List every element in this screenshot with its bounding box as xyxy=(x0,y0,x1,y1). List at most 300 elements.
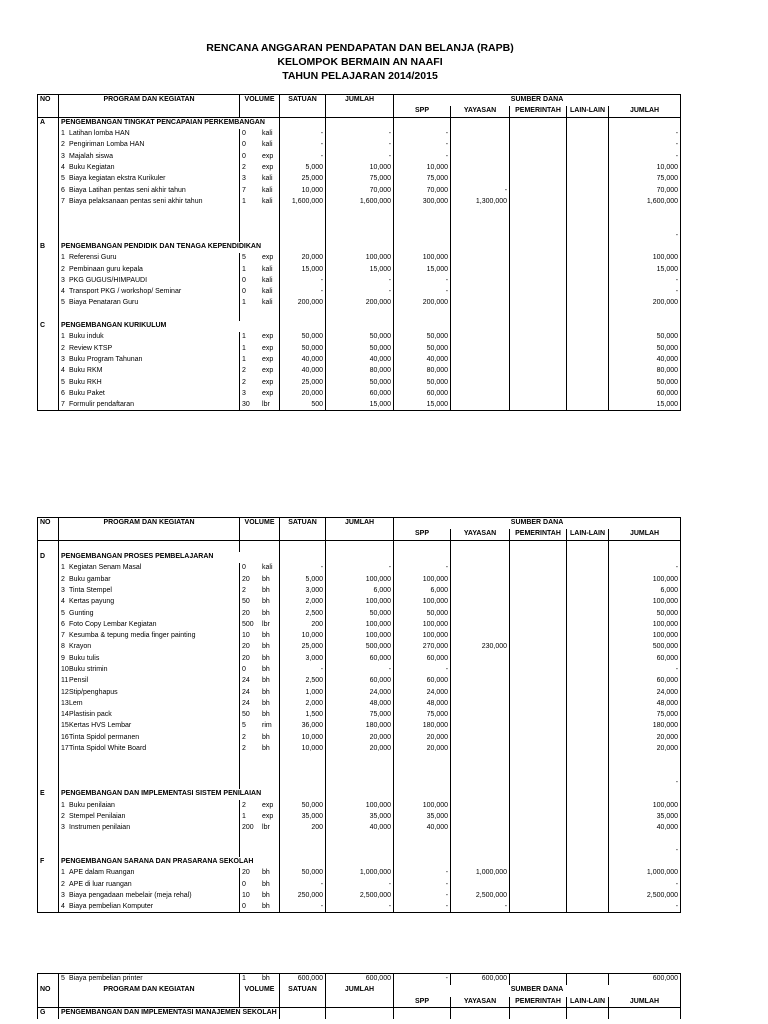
item-pemerintah xyxy=(510,264,567,275)
item-satuan: 50,000 xyxy=(280,343,326,354)
col-header-jumlah-total: JUMLAH xyxy=(609,106,681,117)
item-number: 5 xyxy=(59,174,67,185)
item-yayasan: - xyxy=(451,185,510,196)
col-header-volume: VOLUME xyxy=(240,518,280,529)
item-name xyxy=(67,219,240,230)
cell xyxy=(38,845,59,856)
cell xyxy=(59,529,240,540)
item-unit: bh xyxy=(260,664,280,675)
item-satuan: - xyxy=(280,140,326,151)
item-number: 2 xyxy=(59,879,67,890)
table-row xyxy=(38,128,681,139)
item-jumlah-total: 15,000 xyxy=(609,264,681,275)
item-number: 17 xyxy=(59,743,67,754)
item-number: 6 xyxy=(59,185,67,196)
item-number: 15 xyxy=(59,721,67,732)
item-volume: 1 xyxy=(240,264,260,275)
table-row xyxy=(38,721,681,732)
item-satuan: 10,000 xyxy=(280,185,326,196)
cell xyxy=(280,529,326,540)
item-unit: kali xyxy=(260,264,280,275)
item-unit: exp xyxy=(260,151,280,162)
item-spp: - xyxy=(394,879,451,890)
section-title: PENGEMBANGAN PROSES PEMBELAJARAN xyxy=(59,551,240,562)
item-jumlah xyxy=(326,755,394,766)
item-unit: bh xyxy=(260,687,280,698)
item-pemerintah xyxy=(510,619,567,630)
item-pemerintah xyxy=(510,151,567,162)
item-spp: 60,000 xyxy=(394,676,451,687)
item-unit: exp xyxy=(260,388,280,399)
header-row xyxy=(38,529,681,540)
item-name: Gunting xyxy=(67,608,240,619)
item-lain-lain xyxy=(567,800,609,811)
item-lain-lain xyxy=(567,400,609,411)
item-satuan xyxy=(280,219,326,230)
item-jumlah: 15,000 xyxy=(326,400,394,411)
cell xyxy=(38,743,59,754)
item-satuan: 200,000 xyxy=(280,298,326,309)
item-jumlah xyxy=(326,207,394,218)
item-lain-lain xyxy=(567,264,609,275)
item-jumlah-total: 1,000,000 xyxy=(609,868,681,879)
cell xyxy=(38,377,59,388)
item-yayasan xyxy=(451,230,510,241)
item-satuan xyxy=(280,845,326,856)
item-lain-lain xyxy=(567,879,609,890)
item-satuan: 500 xyxy=(280,400,326,411)
item-pemerintah xyxy=(510,834,567,845)
item-pemerintah xyxy=(510,128,567,139)
item-unit: kali xyxy=(260,185,280,196)
item-jumlah-total: - xyxy=(609,777,681,788)
cell xyxy=(38,732,59,743)
cell xyxy=(38,207,59,218)
cell xyxy=(326,117,394,128)
item-lain-lain xyxy=(567,974,609,985)
cell xyxy=(394,241,451,252)
item-unit: rim xyxy=(260,721,280,732)
cell xyxy=(38,642,59,653)
item-yayasan xyxy=(451,275,510,286)
item-jumlah-total xyxy=(609,540,681,551)
item-jumlah: 48,000 xyxy=(326,698,394,709)
item-number: 3 xyxy=(59,151,67,162)
item-yayasan xyxy=(451,332,510,343)
item-jumlah-total: 200,000 xyxy=(609,298,681,309)
item-jumlah: - xyxy=(326,664,394,675)
item-jumlah-total: 50,000 xyxy=(609,608,681,619)
cell xyxy=(38,902,59,913)
item-pemerintah xyxy=(510,653,567,664)
item-spp: 270,000 xyxy=(394,642,451,653)
item-unit xyxy=(260,219,280,230)
cell xyxy=(38,196,59,207)
empty-row xyxy=(38,309,681,320)
col-header-jumlah-total: JUMLAH xyxy=(609,996,681,1007)
item-volume: 1 xyxy=(240,332,260,343)
cell xyxy=(567,789,609,800)
item-volume xyxy=(240,777,260,788)
item-volume: 20 xyxy=(240,574,260,585)
item-satuan: 10,000 xyxy=(280,630,326,641)
item-spp: 100,000 xyxy=(394,630,451,641)
item-unit: kali xyxy=(260,174,280,185)
cell xyxy=(38,777,59,788)
table-row xyxy=(38,642,681,653)
item-lain-lain xyxy=(567,151,609,162)
table-row xyxy=(38,264,681,275)
item-spp: 50,000 xyxy=(394,608,451,619)
item-unit xyxy=(260,845,280,856)
col-header-satuan: SATUAN xyxy=(280,518,326,529)
item-spp: 20,000 xyxy=(394,743,451,754)
item-number xyxy=(59,207,67,218)
item-yayasan xyxy=(451,287,510,298)
item-spp: 24,000 xyxy=(394,687,451,698)
item-name: Majalah siswa xyxy=(67,151,240,162)
item-yayasan: 600,000 xyxy=(451,974,510,985)
cell xyxy=(451,320,510,331)
item-yayasan xyxy=(451,755,510,766)
item-yayasan xyxy=(451,219,510,230)
item-name: Buku induk xyxy=(67,332,240,343)
table-row xyxy=(38,619,681,630)
item-spp: 200,000 xyxy=(394,298,451,309)
item-jumlah-total: 180,000 xyxy=(609,721,681,732)
item-name: Buku strimin xyxy=(67,664,240,675)
item-satuan xyxy=(280,540,326,551)
item-yayasan xyxy=(451,710,510,721)
item-name: Biaya pengadaan mebelair (meja rehal) xyxy=(67,890,240,901)
cell xyxy=(240,996,280,1007)
item-satuan: 600,000 xyxy=(280,974,326,985)
cell xyxy=(451,551,510,562)
item-spp: 100,000 xyxy=(394,597,451,608)
item-satuan: 5,000 xyxy=(280,574,326,585)
item-name: Buku penilaian xyxy=(67,800,240,811)
item-lain-lain xyxy=(567,868,609,879)
col-header-jumlah: JUMLAH xyxy=(326,985,394,996)
item-pemerintah xyxy=(510,343,567,354)
cell xyxy=(326,106,394,117)
item-lain-lain xyxy=(567,777,609,788)
cell xyxy=(38,597,59,608)
item-lain-lain xyxy=(567,253,609,264)
item-lain-lain xyxy=(567,343,609,354)
item-spp: 20,000 xyxy=(394,732,451,743)
item-pemerintah xyxy=(510,196,567,207)
item-spp: 35,000 xyxy=(394,811,451,822)
item-volume: 2 xyxy=(240,377,260,388)
section-code: D xyxy=(38,551,59,562)
item-unit: exp xyxy=(260,343,280,354)
item-number: 5 xyxy=(59,298,67,309)
item-lain-lain xyxy=(567,196,609,207)
item-name: Foto Copy Lembar Kegiatan xyxy=(67,619,240,630)
cell xyxy=(451,789,510,800)
item-number: 1 xyxy=(59,128,67,139)
item-spp: 60,000 xyxy=(394,388,451,399)
section-title: PENGEMBANGAN PENDIDIK DAN TENAGA KEPENDIDIKAN xyxy=(59,241,240,252)
table-row xyxy=(38,585,681,596)
item-number: 6 xyxy=(59,619,67,630)
item-volume: 1 xyxy=(240,811,260,822)
item-spp: - xyxy=(394,902,451,913)
item-yayasan xyxy=(451,687,510,698)
item-unit: bh xyxy=(260,698,280,709)
item-jumlah: 100,000 xyxy=(326,253,394,264)
table-row xyxy=(38,732,681,743)
item-name xyxy=(67,540,240,551)
item-number: 1 xyxy=(59,563,67,574)
section-title: PENGEMBANGAN DAN IMPLEMENTASI MANAJEMEN SEKOLAH xyxy=(59,1007,240,1018)
item-spp: 70,000 xyxy=(394,185,451,196)
item-number: 2 xyxy=(59,811,67,822)
item-jumlah-total: 100,000 xyxy=(609,630,681,641)
cell xyxy=(38,811,59,822)
cell xyxy=(38,823,59,834)
header-row xyxy=(38,106,681,117)
item-volume: 2 xyxy=(240,800,260,811)
item-lain-lain xyxy=(567,721,609,732)
item-volume: 24 xyxy=(240,676,260,687)
item-pemerintah xyxy=(510,366,567,377)
item-pemerintah xyxy=(510,563,567,574)
item-number: 2 xyxy=(59,140,67,151)
col-header-satuan: SATUAN xyxy=(280,95,326,106)
cell xyxy=(567,320,609,331)
item-volume: 50 xyxy=(240,597,260,608)
table-row xyxy=(38,687,681,698)
item-unit: bh xyxy=(260,642,280,653)
item-jumlah-total: 2,500,000 xyxy=(609,890,681,901)
table-row xyxy=(38,366,681,377)
table-row xyxy=(38,574,681,585)
item-name: Transport PKG / workshop/ Seminar xyxy=(67,287,240,298)
col-header-lain-lain: LAIN-LAIN xyxy=(567,529,609,540)
empty-row xyxy=(38,777,681,788)
item-number xyxy=(59,834,67,845)
cell xyxy=(326,529,394,540)
item-lain-lain xyxy=(567,309,609,320)
item-pemerintah xyxy=(510,721,567,732)
cell xyxy=(59,106,240,117)
section-row xyxy=(38,1007,681,1018)
item-yayasan xyxy=(451,253,510,264)
item-jumlah xyxy=(326,219,394,230)
item-yayasan xyxy=(451,162,510,173)
item-spp: - xyxy=(394,128,451,139)
item-satuan: 2,500 xyxy=(280,608,326,619)
item-yayasan xyxy=(451,630,510,641)
item-spp: 48,000 xyxy=(394,698,451,709)
cell xyxy=(38,309,59,320)
item-name: Formulir pendaftaran xyxy=(67,400,240,411)
item-jumlah: - xyxy=(326,902,394,913)
table-row xyxy=(38,332,681,343)
cell xyxy=(280,996,326,1007)
item-spp: 100,000 xyxy=(394,253,451,264)
item-yayasan xyxy=(451,664,510,675)
item-lain-lain xyxy=(567,653,609,664)
item-jumlah: - xyxy=(326,275,394,286)
item-satuan: 1,000 xyxy=(280,687,326,698)
item-number xyxy=(59,230,67,241)
item-unit xyxy=(260,230,280,241)
table-row xyxy=(38,377,681,388)
cell xyxy=(510,241,567,252)
item-name: Biaya Penataran Guru xyxy=(67,298,240,309)
item-satuan: 200 xyxy=(280,619,326,630)
cell xyxy=(510,1007,567,1018)
item-lain-lain xyxy=(567,585,609,596)
item-spp: 15,000 xyxy=(394,264,451,275)
cell xyxy=(38,400,59,411)
item-lain-lain xyxy=(567,743,609,754)
item-satuan: - xyxy=(280,151,326,162)
item-name xyxy=(67,766,240,777)
item-pemerintah xyxy=(510,230,567,241)
table-row xyxy=(38,653,681,664)
item-satuan: 25,000 xyxy=(280,642,326,653)
item-satuan: 2,000 xyxy=(280,597,326,608)
item-number: 4 xyxy=(59,597,67,608)
item-number: 5 xyxy=(59,608,67,619)
cell xyxy=(38,106,59,117)
item-spp: 6,000 xyxy=(394,585,451,596)
item-jumlah-total: - xyxy=(609,151,681,162)
item-number: 2 xyxy=(59,574,67,585)
item-jumlah-total: 20,000 xyxy=(609,732,681,743)
item-jumlah-total: - xyxy=(609,902,681,913)
table-row xyxy=(38,823,681,834)
item-unit xyxy=(260,309,280,320)
item-name xyxy=(67,845,240,856)
item-unit: bh xyxy=(260,868,280,879)
item-jumlah: 1,600,000 xyxy=(326,196,394,207)
item-yayasan xyxy=(451,777,510,788)
item-jumlah: 50,000 xyxy=(326,608,394,619)
table-row xyxy=(38,140,681,151)
item-pemerintah xyxy=(510,664,567,675)
item-jumlah-total: 75,000 xyxy=(609,174,681,185)
col-header-lain-lain: LAIN-LAIN xyxy=(567,996,609,1007)
item-lain-lain xyxy=(567,664,609,675)
item-jumlah: 200,000 xyxy=(326,298,394,309)
cell xyxy=(38,185,59,196)
item-jumlah-total: - xyxy=(609,275,681,286)
item-jumlah-total: 70,000 xyxy=(609,185,681,196)
item-number: 10 xyxy=(59,664,67,675)
item-jumlah: 60,000 xyxy=(326,676,394,687)
cell xyxy=(280,551,326,562)
table-row xyxy=(38,185,681,196)
item-pemerintah xyxy=(510,400,567,411)
item-unit xyxy=(260,834,280,845)
cell xyxy=(38,540,59,551)
cell xyxy=(38,653,59,664)
item-yayasan xyxy=(451,151,510,162)
header-row xyxy=(38,518,681,529)
item-pemerintah xyxy=(510,732,567,743)
col-header-sumber-dana: SUMBER DANA xyxy=(394,518,681,529)
item-yayasan xyxy=(451,400,510,411)
item-pemerintah xyxy=(510,642,567,653)
item-satuan: 5,000 xyxy=(280,162,326,173)
item-jumlah-total: 6,000 xyxy=(609,585,681,596)
item-yayasan xyxy=(451,721,510,732)
item-unit: bh xyxy=(260,879,280,890)
item-lain-lain xyxy=(567,298,609,309)
item-jumlah-total: 60,000 xyxy=(609,676,681,687)
empty-row xyxy=(38,207,681,218)
cell xyxy=(326,789,394,800)
item-lain-lain xyxy=(567,354,609,365)
item-unit: exp xyxy=(260,162,280,173)
cell xyxy=(240,551,260,562)
item-pemerintah xyxy=(510,676,567,687)
item-unit: exp xyxy=(260,811,280,822)
item-jumlah: 60,000 xyxy=(326,388,394,399)
section-title: PENGEMBANGAN SARANA DAN PRASARANA SEKOLAH xyxy=(59,856,240,867)
item-number: 14 xyxy=(59,710,67,721)
cell xyxy=(280,320,326,331)
cell xyxy=(38,253,59,264)
item-jumlah-total: 24,000 xyxy=(609,687,681,698)
item-lain-lain xyxy=(567,732,609,743)
item-jumlah: 35,000 xyxy=(326,811,394,822)
item-jumlah: - xyxy=(326,140,394,151)
item-name: Referensi Guru xyxy=(67,253,240,264)
item-number: 3 xyxy=(59,585,67,596)
item-pemerintah xyxy=(510,902,567,913)
item-satuan: 3,000 xyxy=(280,585,326,596)
empty-row xyxy=(38,845,681,856)
empty-row xyxy=(38,755,681,766)
item-number xyxy=(59,777,67,788)
item-satuan xyxy=(280,755,326,766)
section-title: PENGEMBANGAN TINGKAT PENCAPAIAN PERKEMBANGAN xyxy=(59,117,240,128)
section-title: PENGEMBANGAN DAN IMPLEMENTASI SISTEM PENILAIAN xyxy=(59,789,240,800)
section-title: PENGEMBANGAN KURIKULUM xyxy=(59,320,240,331)
item-name xyxy=(67,207,240,218)
item-jumlah: 6,000 xyxy=(326,585,394,596)
item-name: Tinta Spidol permanen xyxy=(67,732,240,743)
item-jumlah: 100,000 xyxy=(326,630,394,641)
item-unit: exp xyxy=(260,366,280,377)
item-number: 4 xyxy=(59,162,67,173)
item-name: Pensil xyxy=(67,676,240,687)
cell xyxy=(38,174,59,185)
item-yayasan xyxy=(451,766,510,777)
cell xyxy=(38,354,59,365)
item-pemerintah xyxy=(510,811,567,822)
item-volume: 2 xyxy=(240,585,260,596)
table-row xyxy=(38,710,681,721)
col-header-lain-lain: LAIN-LAIN xyxy=(567,106,609,117)
item-jumlah: 15,000 xyxy=(326,264,394,275)
cell xyxy=(510,856,567,867)
item-satuan: 50,000 xyxy=(280,868,326,879)
item-number xyxy=(59,540,67,551)
item-jumlah: 20,000 xyxy=(326,732,394,743)
item-volume xyxy=(240,755,260,766)
item-jumlah xyxy=(326,766,394,777)
item-jumlah-total: 50,000 xyxy=(609,343,681,354)
item-unit: lbr xyxy=(260,823,280,834)
item-satuan xyxy=(280,834,326,845)
